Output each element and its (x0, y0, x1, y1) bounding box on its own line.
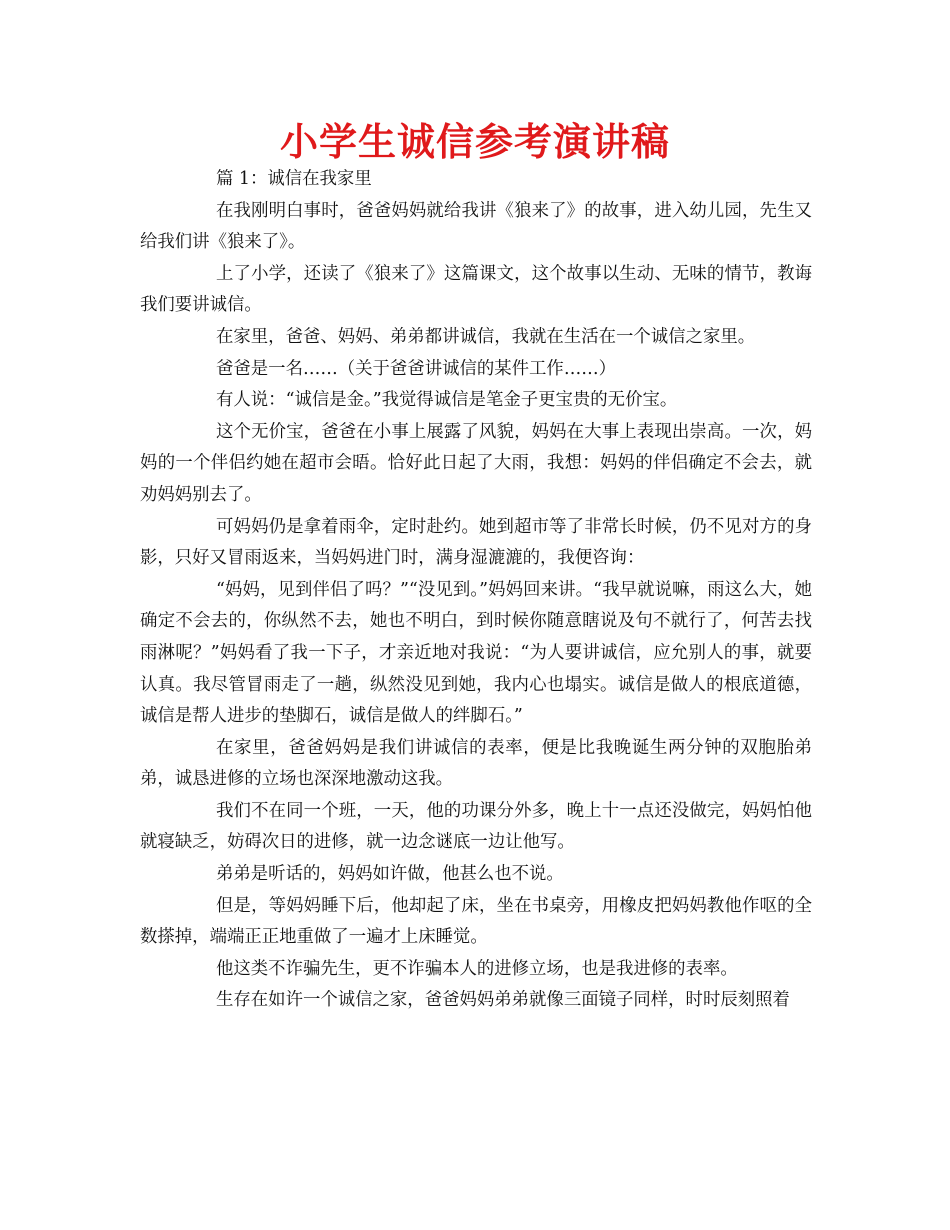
paragraph: 在家里，爸爸妈妈是我们讲诚信的表率，便是比我晚诞生两分钟的双胞胎弟弟，诚恳进修的立场也深深地激动这我。 (140, 737, 812, 790)
paragraph: 上了小学，还读了《狼来了》这篇课文，这个故事以生动、无味的情节，教诲我们要讲诚信。 (140, 263, 812, 316)
paragraph: 弟弟是听话的，妈妈如许做，他甚么也不说。 (216, 864, 564, 885)
paragraph: 我们不在同一个班，一天，他的功课分外多，晚上十一点还没做完，妈妈怕他就寝缺乏，妨碍次日的进修，就一边念谜底一边让他写。 (140, 800, 812, 853)
paragraph: 这个无价宝，爸爸在小事上展露了风貌，妈妈在大事上表现出崇高。一次，妈妈的一个伴侣约她在超市会晤。恰好此日起了大雨，我想：妈妈的伴侣确定不会去，就劝妈妈别去了。 (140, 421, 812, 505)
paragraph: 可妈妈仍是拿着雨伞，定时赴约。她到超市等了非常长时候，仍不见对方的身影，只好又冒雨返来，当妈妈进门时，满身湿漉漉的，我便咨询： (140, 516, 812, 569)
paragraph: 在家里，爸爸、妈妈、弟弟都讲诚信，我就在生活在一个诚信之家里。 (216, 326, 756, 347)
paragraph: 爸爸是一名……（关于爸爸讲诚信的某件工作……） (216, 358, 616, 379)
document-title: 小学生诚信参考演讲稿 (279, 120, 670, 164)
paragraph: 但是，等妈妈睡下后，他却起了床，坐在书桌旁，用橡皮把妈妈教他作呕的全数搽掉，端端正正地重做了一遍才上床睡觉。 (140, 895, 812, 948)
section-heading: 篇 1：诚信在我家里 (216, 169, 372, 189)
paragraph: 有人说：“诚信是金。”我觉得诚信是笔金子更宝贵的无价宝。 (216, 390, 678, 411)
paragraph: 在我刚明白事时，爸爸妈妈就给我讲《狼来了》的故事，进入幼儿园，先生又给我们讲《狼来了》。 (140, 200, 812, 253)
paragraph: 他这类不诈骗先生，更不诈骗本人的进修立场，也是我进修的表率。 (216, 958, 738, 979)
document-body (140, 164, 812, 1017)
paragraph: “妈妈，见到伴侣了吗？”“没见到。”妈妈回来讲。“我早就说嘛，雨这么大，她确定不会去的，你纵然不去，她也不明白，到时候你随意瞎说及句不就行了，何苦去找雨淋呢？”妈妈看了我一下子，才亲近地对我说：“为人要讲诚信，应允别人的事，就要认真。我尽管冒雨走了一趟，纵然没见到她，我内心也塌实。诚信是做人的根底道德，诚信是帮人进步的垫脚石，诚信是做人的绊脚石。” (140, 579, 812, 727)
paragraph: 生存在如许一个诚信之家，爸爸妈妈弟弟就像三面镜子同样，时时辰刻照着 (216, 990, 790, 1011)
